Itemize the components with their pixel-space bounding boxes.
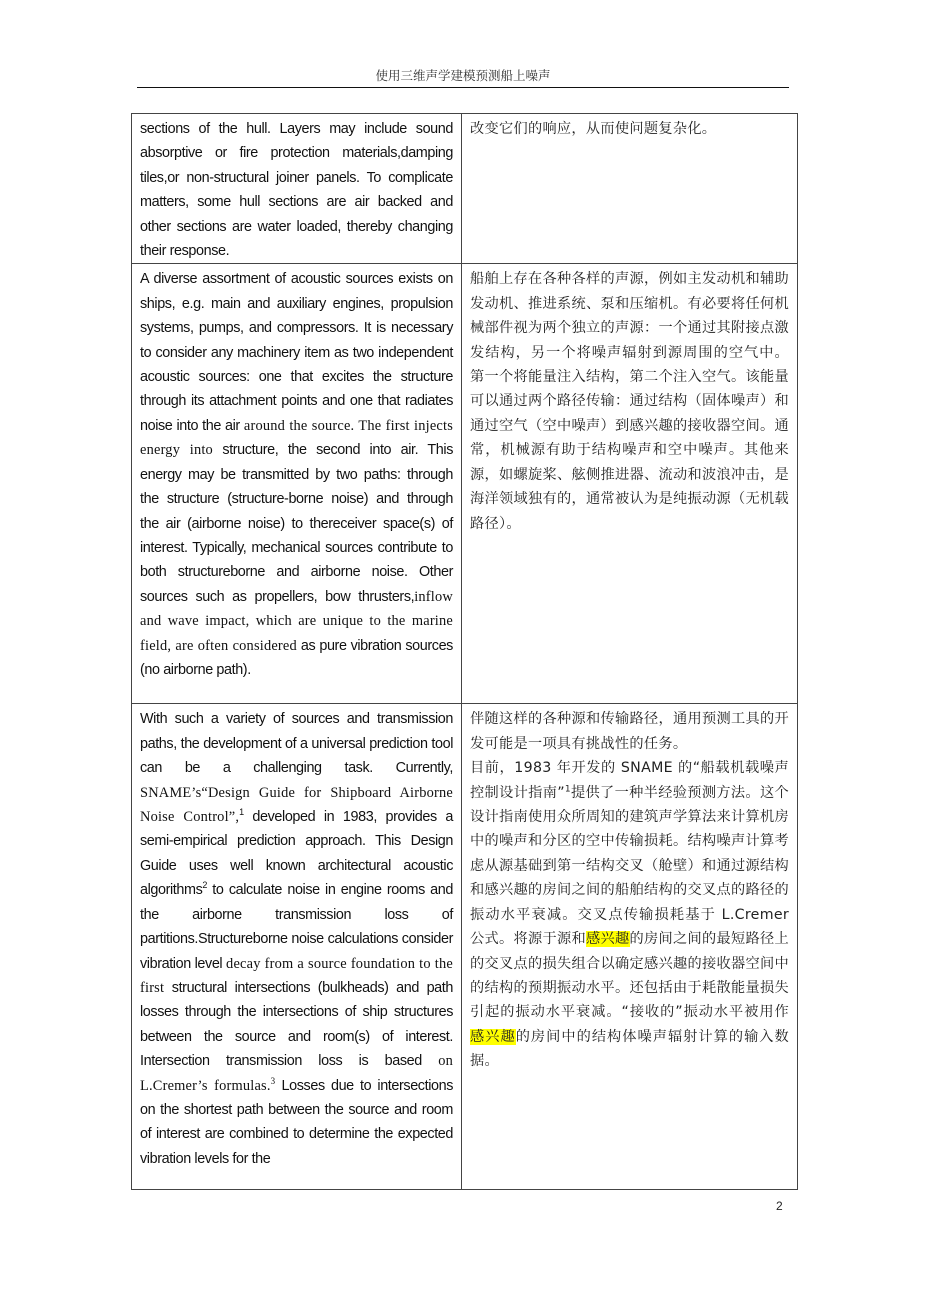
english-text: Losses due to intersections on the shortest path between the source and room of interest are combined to determine the expected vibration levels for the [140,1077,453,1167]
page-number: 2 [776,1199,783,1213]
table-row [132,704,798,1190]
chinese-text: 船舶上存在各种各样的声源，例如主发动机和辅助发动机、推进系统、泵和压缩机。有必要将任何机械部件视为两个独立的声源：一个通过其附接点激发结构，另一个将噪声辐射到源周围的空气中。 第一个将能量注入结构，第二个注入空气。该能量可以通过两个路径传输：通过结构（固体噪声）和通过空气（空中噪声）到感兴趣的接收器空间。通常，机械源有助于结构噪声和空中噪声。其他来源，如螺旋桨、舷侧推进器、流动和波浪冲击，是海洋领域独有的，通常被认为是纯振动源（无机载路径）。 [470,271,789,532]
chinese-cell [462,264,798,704]
chinese-text: 伴随这样的各种源和传输路径，通用预测工具的开发可能是一项具有挑战性的任务。 [470,711,789,752]
table-row [132,264,798,704]
bilingual-translation-table [131,113,798,1190]
running-header-title: 使用三维声学建模预测船上噪声 [375,68,551,83]
english-cell [132,264,462,704]
table-row [132,114,798,264]
footnote-ref[interactable]: 2 [202,880,207,891]
chinese-text: 的房间之间的最短路径上的交叉点的损失组合以确定感兴趣的接收器空间中的结构的预期振动水平。还包括由于耗散能量损失引起的振动水平衰减。“接收的”振动水平被用作 [470,931,789,1021]
chinese-text: 提供了一种半经验预测方法。这个设计指南使用众所周知的建筑声学算法来计算机房中的噪声和分区的空中传输损耗。结构噪声计算考虑从源基础到第一结构交叉（舱壁）和通过源结构和感兴趣的房间之间的船舶结构的交叉点的路径的振动水平衰减。交叉点传输损耗基于 L.Cremer 公式。将源于源和 [470,784,789,948]
chinese-text: 的房间中的结构体噪声辐射计算的输入数据。 [470,1028,790,1070]
footnote-ref[interactable]: 1 [564,783,571,794]
english-text-serif: around the source. The first injects energy into [140,417,453,459]
highlighted-text: 感兴趣 [470,1028,516,1045]
english-text: With such a variety of sources and transmission paths, the development of a universal prediction tool can be a challenging task. Currently, [140,711,453,777]
english-text-serif: inflow and wave impact, which are unique to the marine field, are often considered [140,588,453,654]
english-cell [132,704,462,1190]
header-divider [137,87,789,88]
english-text-serif: decay from a source foundation to the first [140,955,453,996]
chinese-text: 目前，1983 年开发的 SNAME 的“船载机载噪声控制设计指南” [470,760,789,801]
chinese-cell [462,704,798,1190]
citation-title: SNAME’s“Design Guide for Shipboard Airborne Noise Control”, [140,784,453,826]
chinese-cell [462,114,798,264]
english-text: sections of the hull. Layers may include sound absorptive or fire protection materials,damping tiles,or non-structural joiner panels. To complicate matters, some hull sections are air backed and other sections are water loaded, thereby changing their response. [140,121,453,260]
chinese-text: 改变它们的响应，从而使问题复杂化。 [470,121,717,137]
english-text: structural intersections (bulkheads) and path losses through the intersections of ship structures between the source and room(s) of interest. Intersection transmission loss is based [140,979,453,1070]
english-text: structure, the second into air. This energy may be transmitted by two paths: through the structure (structure-borne noise) and through the air (airborne noise) to thereceiver space(s) of interest. Typically, mechanical sources contribute to both structureborne and airborne noise. Other sources such as propellers, bow thrusters, [140,442,453,605]
english-text: developed in 1983, provides a semi-empirical prediction approach. This Design Guide uses well known architectural acoustic algorithms [140,809,453,899]
footnote-ref[interactable]: 3 [270,1075,276,1086]
english-cell [132,114,462,264]
english-text: A diverse assortment of acoustic sources exists on ships, e.g. main and auxiliary engines, propulsion systems, pumps, and compressors. It is necessary to consider any machinery item as two independent acoustic sources: one that excites the structure through its attachment points and one that radiates noise into the air [140,271,453,434]
highlighted-text: 感兴趣 [586,931,630,948]
english-text: as pure vibration sources (no airborne path). [140,637,453,678]
english-text-serif: on L.Cremer’s formulas. [140,1053,453,1094]
footnote-ref[interactable]: 1 [239,807,244,818]
english-text: to calculate noise in engine rooms and the airborne transmission loss of partitions.Structureborne noise calculations consider vibration level [140,882,453,972]
